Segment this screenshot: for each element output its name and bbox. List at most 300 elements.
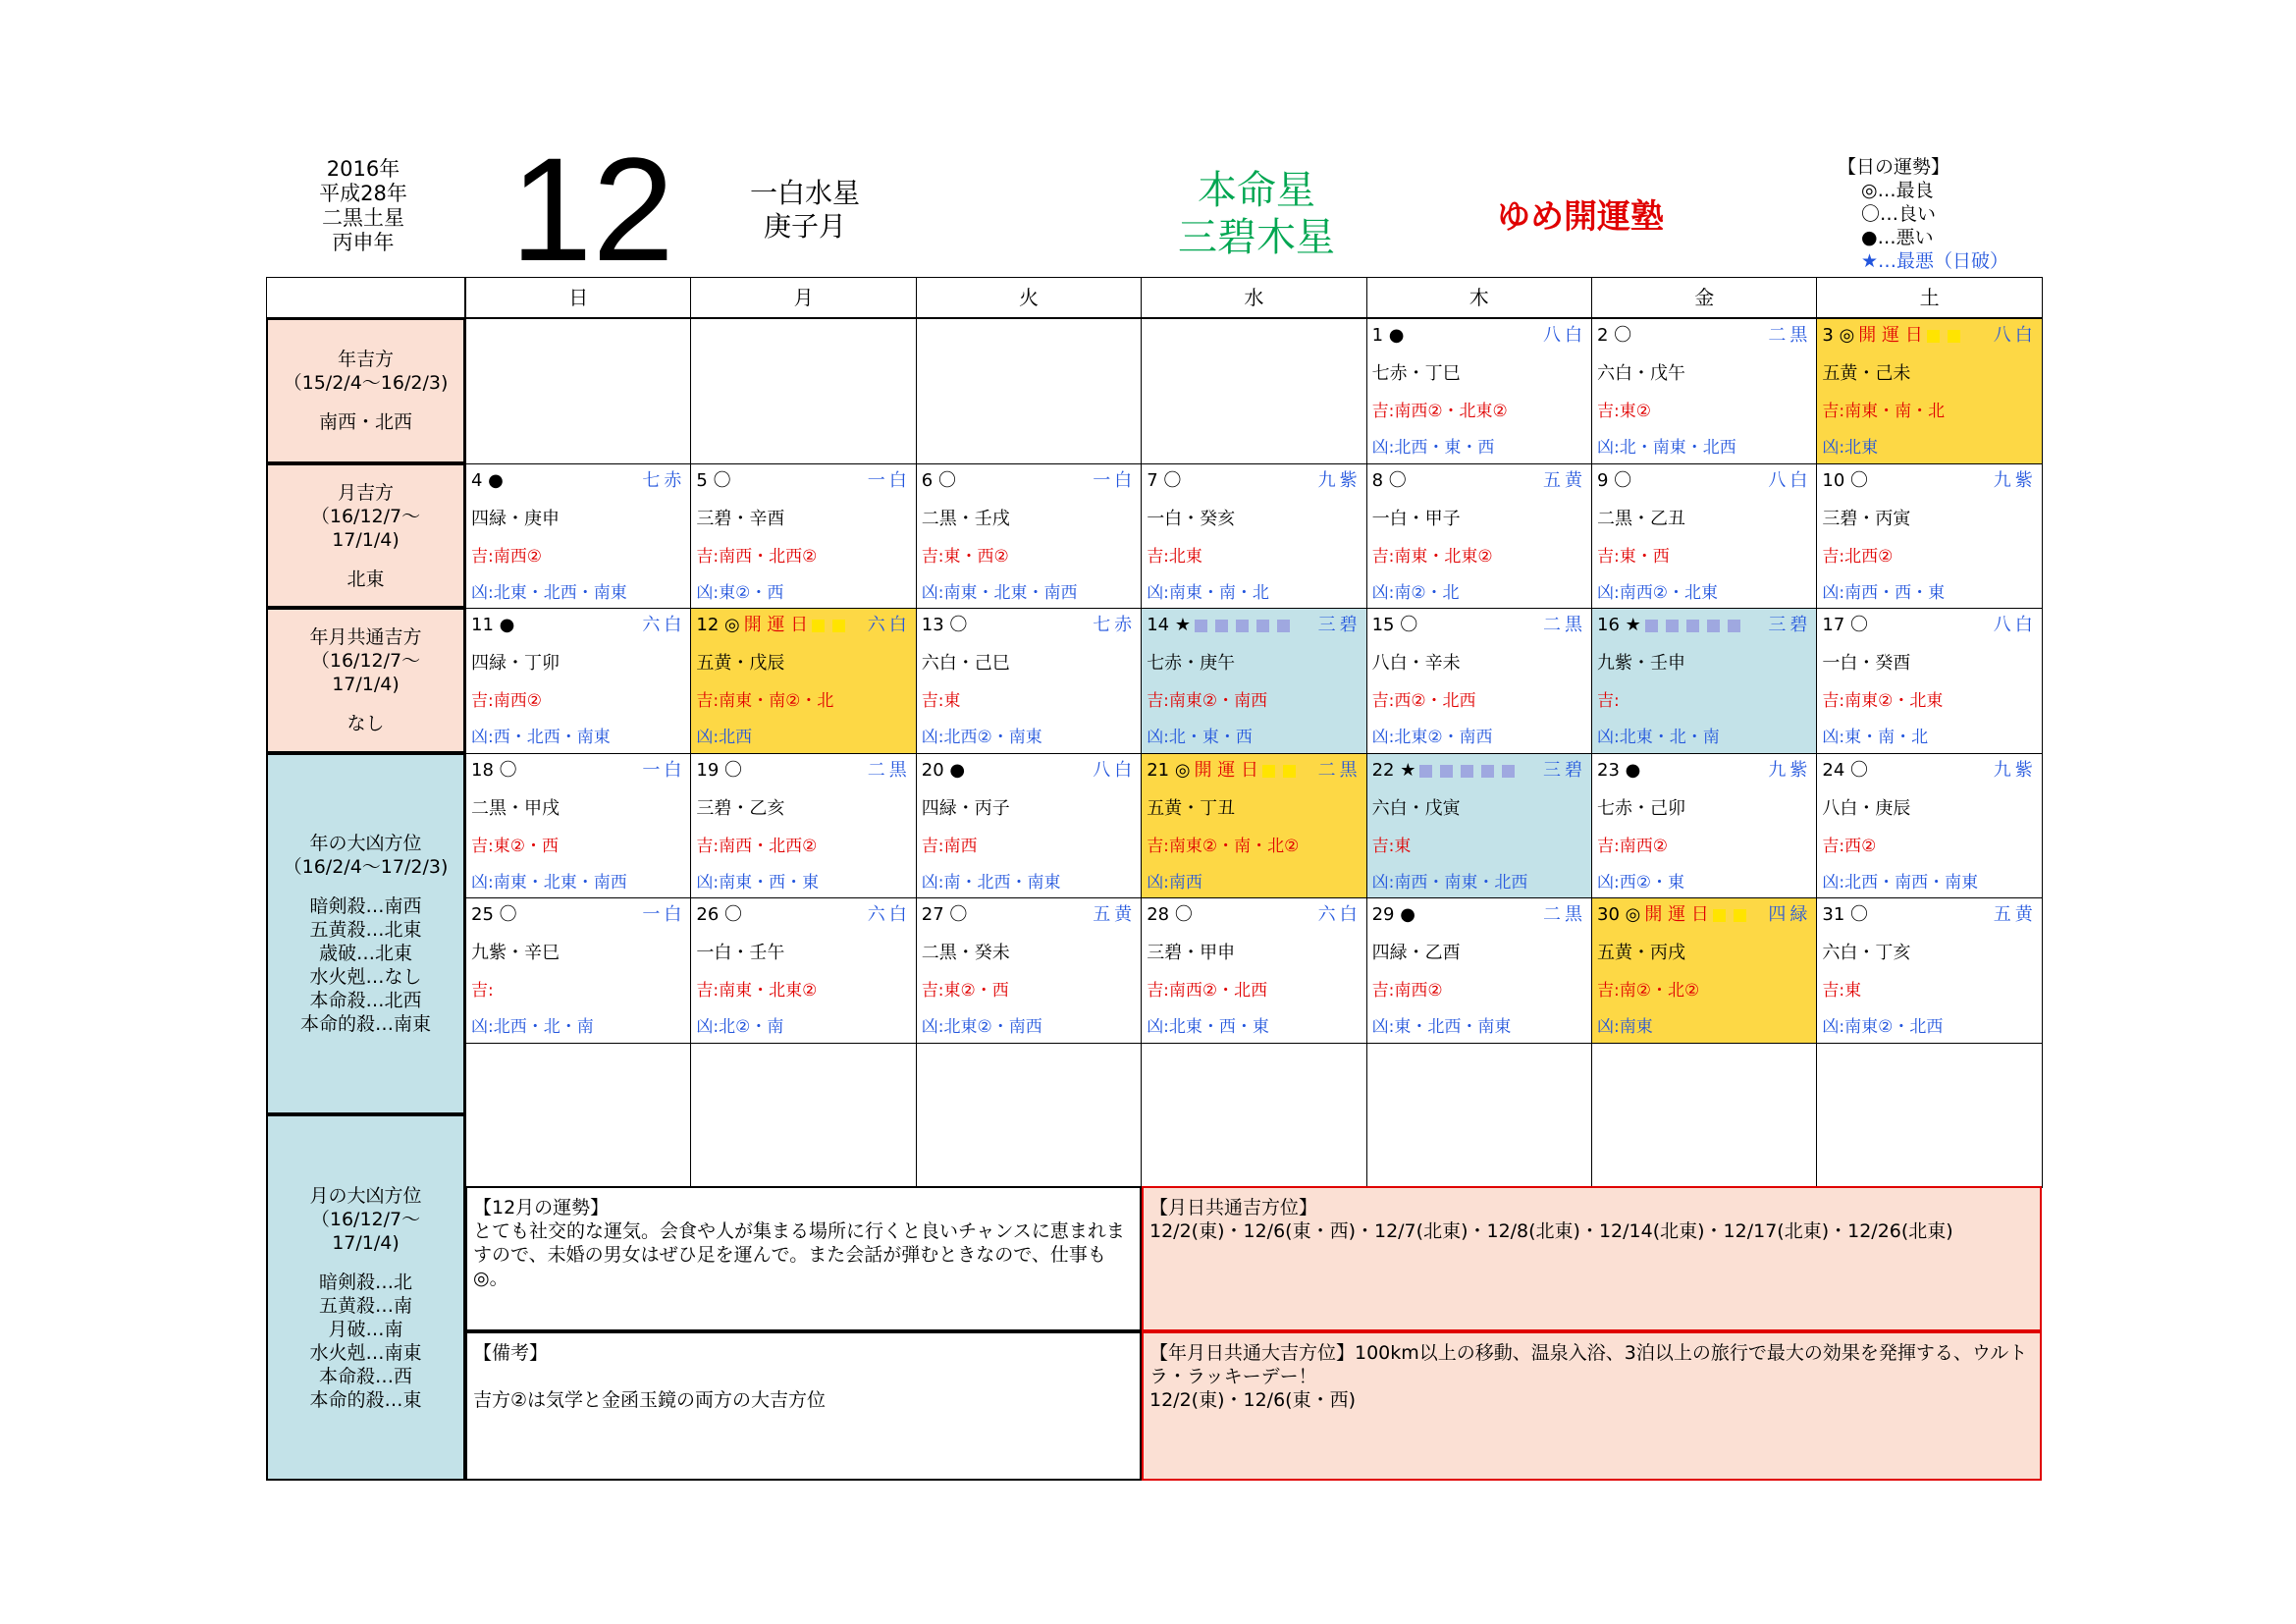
month-fortune-note: 【12月の運勢】 とても社交的な運気。会食や人が集まる場所に行くと良いチャンスに恵まれますので、未婚の男女はぜひ足を運んで。また会話が弾むときなので、仕事も◎。 [465,1186,1142,1331]
sidebar-block [266,463,465,608]
day-number: 12 ◎ [696,615,740,635]
sidebar-block [266,1114,465,1481]
lucky-direction: 吉:南西 [921,836,978,856]
day-number: 29 ● [1371,904,1415,925]
sidebar-line: 本命的殺…南東 [299,1013,431,1035]
lucky-direction: 吉:南東・南②・北 [696,691,834,711]
empty-day-cell [1141,318,1366,464]
day-star: 四緑 [1768,904,1812,925]
sidebar-line: 17/1/4) [332,528,400,551]
lucky-direction: 吉:東・西 [1597,546,1670,567]
honmei-line: 三碧木星 [1178,215,1335,260]
weekday-header: 土 [1816,277,2042,318]
day-eto: 三碧・丙寅 [1822,508,1911,529]
sidebar-line: 五黄殺…南 [318,1294,412,1317]
day-star: 二黒 [1542,615,1586,635]
honmei-line: 本命星 [1198,168,1315,213]
day-cell [916,608,1142,754]
day-header [922,758,1136,784]
day-eto: 一白・甲子 [1371,508,1461,529]
day-number: 24 〇 [1822,759,1869,781]
day-cell [1816,753,2042,899]
era-line: 2016年 [326,157,400,181]
day-cell [1141,897,1366,1044]
lucky-direction: 吉:南西② [471,546,542,567]
sidebar-line: 北東 [347,568,385,590]
day-eto: 五黄・己未 [1822,363,1911,384]
day-cell [1141,463,1366,610]
great-direction-note: 【年月日共通大吉方位】100km以上の移動、温泉入浴、3泊以上の旅行で最大の効果を発揮する、ウルトラ・ラッキーデー！ 12/2(東)・12/6(東・西) [1142,1331,2042,1481]
day-star: 二黒 [867,759,911,781]
sidebar-line: 年吉方 [337,349,394,370]
unlucky-direction: 凶:北東②・南西 [921,1017,1042,1037]
day-number: 25 〇 [471,904,517,925]
unlucky-direction: 凶:南西 [1147,872,1202,893]
unlucky-direction: 凶:南東・南・北 [1147,582,1269,603]
sidebar-line: 年の大凶方位 [309,833,422,854]
day-number: 6 〇 [921,469,956,491]
day-eto: 二黒・壬戌 [921,508,1010,529]
brand-title: ゆめ開運塾 [1497,197,1664,237]
day-header [1372,902,1586,928]
day-eto: 八白・辛未 [1371,653,1461,674]
lucky-direction: 吉:南西②・北東② [1371,402,1508,421]
calendar-grid [266,277,2042,1481]
day-number: 17 〇 [1822,615,1869,635]
day-cell [1366,608,1592,754]
day-star: 七赤 [1093,615,1137,635]
day-star: 五黄 [1993,904,2037,925]
day-eto: 三碧・甲申 [1147,943,1236,963]
day-header [1597,613,1811,638]
day-star: 一白 [867,469,911,491]
day-header [1372,758,1586,784]
unlucky-direction: 凶:南西・西・東 [1822,582,1946,603]
worst-square-icon [1481,765,1494,778]
lucky-square-icon [1262,765,1275,778]
sidebar-line: 五黄殺…北東 [309,919,422,941]
day-eto: 一白・癸亥 [1147,508,1236,529]
lucky-direction: 吉:西②・北西 [1371,691,1476,711]
day-star: 五黄 [1542,469,1586,491]
day-number: 9 〇 [1597,469,1632,491]
lucky-day-label: 開 運 日 [1194,759,1258,781]
legend-title: 【日の運勢】 [1838,156,1950,178]
worst-square-icon [1195,620,1207,632]
day-star: 八白 [1768,469,1812,491]
sidebar-block [266,608,465,753]
day-cell [690,608,916,754]
day-cell [465,608,691,754]
weekday-header: 水 [1141,277,1366,318]
unlucky-direction: 凶:南東②・北西 [1822,1017,1944,1037]
lucky-direction: 吉: [471,981,494,1001]
worst-square-icon [1256,620,1269,632]
sidebar-line: 年月共通吉方 [309,626,422,648]
day-header [1597,468,1811,494]
day-number: 19 〇 [696,759,743,781]
unlucky-direction: 凶:南②・北 [1371,582,1460,603]
day-header [1147,468,1361,494]
sidebar-line: （16/12/7～ [310,505,421,527]
day-cell [1591,608,1817,754]
unlucky-direction: 凶:南・北西・南東 [921,872,1061,893]
unlucky-direction: 凶:北東・西・東 [1147,1017,1269,1037]
worst-square-icon [1707,620,1720,632]
day-eto: 四緑・丁卯 [471,653,560,674]
worst-square-icon [1440,765,1453,778]
day-star: 九紫 [1768,759,1812,781]
day-number: 3 ◎ [1822,325,1855,346]
day-header [1372,613,1586,638]
lucky-square-icon [832,620,845,632]
month-number: 12 [510,127,674,292]
lucky-direction: 吉:東 [1822,981,1862,1001]
day-star: 六白 [1317,904,1362,925]
sidebar-line: （16/12/7～ [310,1208,421,1230]
unlucky-direction: 凶:南東・西・東 [696,872,820,893]
worst-square-icon [1277,620,1290,632]
day-cell [690,463,916,610]
weekday-header: 木 [1366,277,1592,318]
day-eto: 六白・戊午 [1597,363,1685,384]
unlucky-direction: 凶:南西②・北東 [1597,582,1718,603]
day-eto: 二黒・癸未 [921,943,1010,963]
lucky-direction: 吉:南西② [1597,836,1668,856]
day-star: 二黒 [1542,904,1586,925]
lucky-direction: 吉:南東・北東② [1371,546,1493,567]
lucky-direction: 吉:南西・北西② [696,836,818,856]
day-header [1822,468,2036,494]
day-eto: 六白・丁亥 [1822,943,1911,963]
lucky-direction: 吉:東 [1371,836,1412,856]
day-header [922,902,1136,928]
day-cell [1816,463,2042,610]
lucky-direction: 吉:南西・北西② [696,546,818,567]
day-eto: 六白・戊寅 [1371,797,1461,819]
month-star [731,177,879,244]
lucky-direction: 吉:南西②・北西 [1147,981,1268,1001]
day-header [1597,758,1811,784]
honmei-star [1148,167,1364,261]
header-corner [266,277,465,318]
era-line: 二黒土星 [322,206,404,230]
sidebar-line: 水火剋…南東 [309,1341,422,1364]
lucky-day-label: 開 運 日 [1858,325,1923,346]
lucky-direction: 吉:東②・西 [921,981,1009,1001]
day-eto: 二黒・乙丑 [1597,508,1685,529]
worst-square-icon [1461,765,1473,778]
sidebar-block [266,318,465,463]
day-star: 六白 [867,615,911,635]
day-cell [1141,608,1366,754]
day-eto: 四緑・乙酉 [1371,943,1461,963]
lucky-direction: 吉: [1597,691,1620,711]
day-star: 三碧 [1542,759,1586,781]
day-star: 六白 [867,904,911,925]
day-star: 二黒 [1317,759,1362,781]
unlucky-direction: 凶:北西②・南東 [921,728,1042,747]
day-star: 七赤 [642,469,686,491]
day-header [696,902,910,928]
day-header [1822,613,2036,638]
day-eto: 二黒・甲戌 [471,797,560,819]
day-eto: 四緑・丙子 [921,797,1010,819]
lucky-direction: 吉:西② [1822,836,1877,856]
day-eto: 六白・己巳 [921,653,1010,674]
day-cell [465,753,691,899]
day-cell [1816,318,2042,464]
unlucky-direction: 凶:南東・北東・南西 [921,582,1078,603]
unlucky-direction: 凶:西②・東 [1597,872,1684,893]
day-star: 五黄 [1093,904,1137,925]
sidebar-line: 南西・北西 [318,411,412,433]
unlucky-direction: 凶:北西・東・西 [1371,438,1495,458]
unlucky-direction: 凶:北・東・西 [1147,728,1253,747]
day-header [1597,902,1811,928]
day-cell [1366,463,1592,610]
remarks-note: 【備考】 吉方②は気学と金函玉鏡の両方の大吉方位 [465,1331,1142,1481]
day-header [471,902,685,928]
empty-day-cell [916,318,1142,464]
day-star: 八白 [1093,759,1137,781]
legend-item: 〇…良い [1861,203,1937,225]
lucky-direction: 吉:南東・南・北 [1822,402,1946,421]
empty-day-cell [1366,1043,1592,1189]
day-number: 13 〇 [921,615,968,635]
day-header [1372,468,1586,494]
lucky-day-label: 開 運 日 [1644,904,1709,925]
day-number: 18 〇 [471,759,517,781]
sidebar-line: 本命殺…西 [318,1365,412,1387]
day-cell [1141,753,1366,899]
day-header [922,613,1136,638]
unlucky-direction: 凶:西・北西・南東 [471,728,611,747]
era-info [294,157,432,255]
era-line: 平成28年 [319,182,407,205]
day-number: 28 〇 [1147,904,1193,925]
unlucky-direction: 凶:東・南・北 [1822,728,1929,747]
unlucky-direction: 凶:北西・北・南 [471,1017,594,1037]
day-header [1372,323,1586,349]
day-star: 九紫 [1317,469,1362,491]
day-eto: 九紫・辛巳 [471,943,560,963]
weekday-header: 火 [916,277,1142,318]
day-header [471,468,685,494]
lucky-day-label: 開 運 日 [743,615,809,635]
weekday-header: 月 [690,277,916,318]
day-header [1147,613,1361,638]
worst-square-icon [1728,620,1740,632]
unlucky-direction: 凶:南西・南東・北西 [1371,872,1528,893]
day-number: 26 〇 [696,904,743,925]
empty-day-cell [1816,1043,2042,1189]
lucky-direction: 吉:南東②・南・北② [1147,836,1300,856]
day-header [1822,902,2036,928]
legend-item: ●…悪い [1861,227,1934,248]
day-cell [1591,463,1817,610]
day-cell [1816,897,2042,1044]
sidebar-line: 水火剋…なし [309,966,422,988]
day-number: 2 〇 [1597,325,1632,346]
unlucky-direction: 凶:北東・北西・南東 [471,582,627,603]
day-star: 九紫 [1993,469,2037,491]
sidebar-line: （16/12/7～ [310,650,421,672]
day-star: 九紫 [1993,759,2037,781]
sidebar-line: 月の大凶方位 [309,1184,422,1207]
day-header [922,468,1136,494]
day-star: 八白 [1993,325,2037,346]
day-eto: 九紫・壬申 [1597,653,1685,674]
lucky-direction: 吉:南②・北② [1597,981,1700,1001]
lucky-direction: 吉:南西② [1371,981,1443,1001]
day-eto: 四緑・庚申 [471,508,560,529]
day-eto: 七赤・丁巳 [1371,363,1461,384]
day-number: 15 〇 [1371,615,1418,635]
day-cell [916,897,1142,1044]
day-header [471,758,685,784]
sidebar-line: 月破…南 [328,1318,403,1340]
unlucky-direction: 凶:東②・西 [696,582,784,603]
sidebar-line: 暗剣殺…北 [318,1271,412,1293]
empty-day-cell [1141,1043,1366,1189]
day-header [471,613,685,638]
lucky-direction: 吉:北西② [1822,546,1894,567]
lucky-direction: 吉:東・西② [921,546,1009,567]
day-cell [1366,318,1592,464]
day-header [1597,323,1811,349]
month-star-line: 庚子月 [763,210,846,243]
lucky-direction: 吉:南東②・北東 [1822,691,1944,711]
day-eto: 七赤・庚午 [1147,653,1236,674]
worst-square-icon [1645,620,1658,632]
day-number: 10 〇 [1822,469,1869,491]
sidebar-line: 暗剣殺…南西 [309,895,422,917]
lucky-square-icon [1734,909,1746,922]
unlucky-direction: 凶:北東・北・南 [1597,728,1720,747]
unlucky-direction: 凶:北東②・南西 [1371,728,1493,747]
worst-square-icon [1686,620,1699,632]
day-number: 8 〇 [1371,469,1407,491]
unlucky-direction: 凶:南東・北東・南西 [471,872,627,893]
day-cell [1366,753,1592,899]
empty-day-cell [465,1043,691,1189]
lucky-square-icon [812,620,825,632]
day-number: 1 ● [1371,325,1405,346]
sidebar-line: 本命的殺…東 [309,1388,422,1411]
month-star-line: 一白水星 [749,177,860,209]
sidebar-line: なし [347,713,385,734]
day-eto: 一白・壬午 [696,943,785,963]
lucky-direction: 吉:北東 [1147,546,1202,567]
day-number: 23 ● [1597,759,1641,781]
sidebar-line: 月吉方 [337,481,394,504]
day-header [1822,323,2036,349]
day-number: 14 ★ [1147,615,1191,635]
day-header [1822,758,2036,784]
sidebar-line: 17/1/4) [332,1231,400,1254]
day-header [696,468,910,494]
unlucky-direction: 凶:南東 [1597,1017,1653,1037]
day-cell [1816,608,2042,754]
day-number: 21 ◎ [1147,759,1191,781]
day-number: 30 ◎ [1597,904,1641,925]
unlucky-direction: 凶:北西 [696,728,753,747]
empty-day-cell [916,1043,1142,1189]
lucky-direction: 吉:南東・北東② [696,981,818,1001]
day-star: 六白 [642,615,686,635]
lucky-direction: 吉:東 [921,691,961,711]
day-cell [1591,897,1817,1044]
day-fortune-legend [1838,155,2008,273]
lucky-square-icon [1927,330,1940,343]
sidebar-line: （16/2/4～17/2/3) [283,856,449,878]
day-eto: 三碧・辛酉 [696,508,785,529]
day-star: 三碧 [1768,615,1812,635]
empty-day-cell [1591,1043,1817,1189]
day-eto: 五黄・丙戌 [1597,943,1685,963]
day-number: 31 〇 [1822,904,1869,925]
day-number: 20 ● [921,759,966,781]
day-header [1147,902,1361,928]
weekday-header: 金 [1591,277,1817,318]
day-eto: 八白・庚辰 [1822,797,1911,819]
day-cell [916,463,1142,610]
day-number: 5 〇 [696,469,731,491]
sidebar-line: 17/1/4) [332,674,400,695]
unlucky-direction: 凶:北・南東・北西 [1597,438,1736,458]
lucky-direction: 吉:東②・西 [471,836,559,856]
day-number: 22 ★ [1371,759,1416,781]
sidebar-block [266,753,465,1114]
day-cell [465,463,691,610]
lucky-direction: 吉:南東②・南西 [1147,691,1268,711]
day-cell [1591,318,1817,464]
day-eto: 一白・癸酉 [1822,653,1911,674]
lucky-square-icon [1948,330,1960,343]
day-star: 三碧 [1317,615,1362,635]
day-eto: 五黄・戊辰 [696,653,785,674]
day-cell [1591,753,1817,899]
day-star: 一白 [642,904,686,925]
sidebar-line: （15/2/4～16/2/3) [283,372,449,394]
era-line: 丙申年 [332,231,395,254]
day-header [696,613,910,638]
lucky-square-icon [1283,765,1296,778]
common-direction-note: 【月日共通吉方位】 12/2(東)・12/6(東・西)・12/7(北東)・12/8(北東)・12/14(北東)・12/17(北東)・12/26(北東) [1142,1186,2042,1331]
day-cell [916,753,1142,899]
day-number: 7 〇 [1147,469,1182,491]
unlucky-direction: 凶:北西・南西・南東 [1822,872,1979,893]
sidebar-line: 本命殺…北西 [309,990,422,1011]
day-star: 一白 [642,759,686,781]
lucky-direction: 吉:東② [1597,402,1651,421]
empty-day-cell [690,318,916,464]
lucky-square-icon [1713,909,1726,922]
worst-square-icon [1666,620,1679,632]
day-cell [1366,897,1592,1044]
weekday-header: 日 [465,277,691,318]
day-header [696,758,910,784]
unlucky-direction: 凶:北②・南 [696,1017,784,1037]
unlucky-direction: 凶:東・北西・南東 [1371,1017,1512,1037]
legend-item: ◎…最良 [1861,180,1934,201]
day-star: 八白 [1542,325,1586,346]
day-eto: 七赤・己卯 [1597,797,1685,819]
lucky-direction: 吉:南西② [471,691,542,711]
worst-square-icon [1236,620,1249,632]
day-header [1147,758,1361,784]
